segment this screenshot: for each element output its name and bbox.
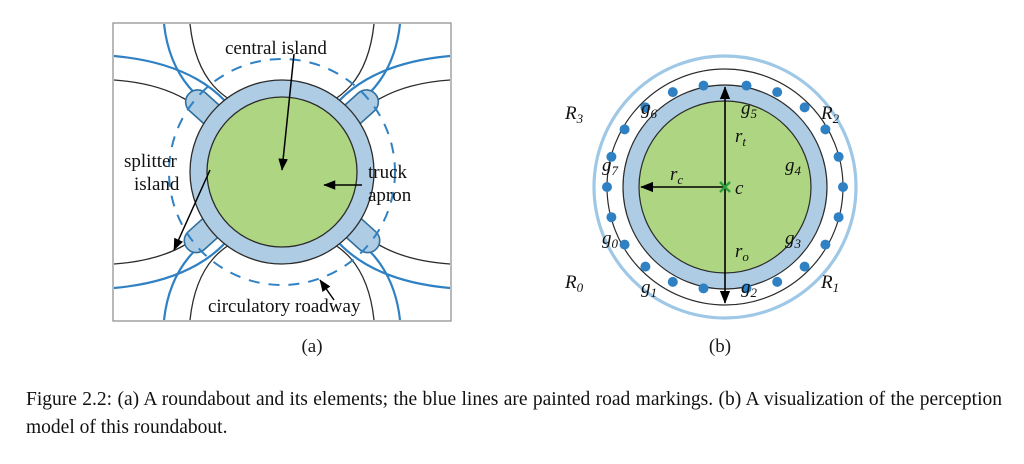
label-g5: $g_5$ bbox=[741, 98, 757, 121]
label-R3: $R_3$ bbox=[565, 103, 584, 126]
label-g4: $g_4$ bbox=[785, 155, 801, 178]
label-rc: $r_c$ bbox=[670, 164, 684, 187]
label-g2: $g_2$ bbox=[741, 277, 757, 300]
label-truck-apron-line2: apron bbox=[368, 185, 412, 206]
label-R0: $R_0$ bbox=[565, 272, 584, 295]
label-splitter-island-line1: splitter bbox=[124, 151, 177, 172]
label-ro: $r_o$ bbox=[735, 241, 749, 264]
label-g1: $g_1$ bbox=[641, 277, 657, 300]
panel-a-caption: (a) bbox=[301, 336, 323, 357]
label-R2: $R_2$ bbox=[821, 103, 840, 126]
figure-caption-prefix: Figure 2.2: bbox=[26, 389, 113, 410]
label-g6: $g_6$ bbox=[641, 98, 657, 121]
label-g0: $g_0$ bbox=[602, 228, 618, 251]
label-central-island: central island bbox=[225, 38, 327, 59]
perception-model-diagram bbox=[560, 22, 890, 322]
label-g3: $g_3$ bbox=[785, 228, 801, 251]
label-circulatory-roadway: circulatory roadway bbox=[208, 296, 361, 317]
panel-b-caption: (b) bbox=[708, 336, 732, 357]
label-rt: $r_t$ bbox=[735, 126, 747, 149]
figure-caption bbox=[26, 386, 1002, 443]
label-center: c bbox=[735, 178, 744, 199]
panel-a-svg bbox=[112, 22, 452, 322]
figure-caption-text: (a) A roundabout and its elements; the blue lines are painted road markings. (b) A visualization of the perception model of this roundabout. bbox=[26, 389, 1002, 439]
label-splitter-island-line2: island bbox=[134, 174, 180, 195]
label-g7: $g_7$ bbox=[602, 155, 618, 178]
roundabout-elements-diagram bbox=[112, 22, 452, 322]
label-truck-apron-line1: truck bbox=[368, 162, 408, 183]
panel-b-svg bbox=[560, 22, 890, 322]
central-island bbox=[207, 97, 357, 247]
label-R1: $R_1$ bbox=[821, 272, 840, 295]
